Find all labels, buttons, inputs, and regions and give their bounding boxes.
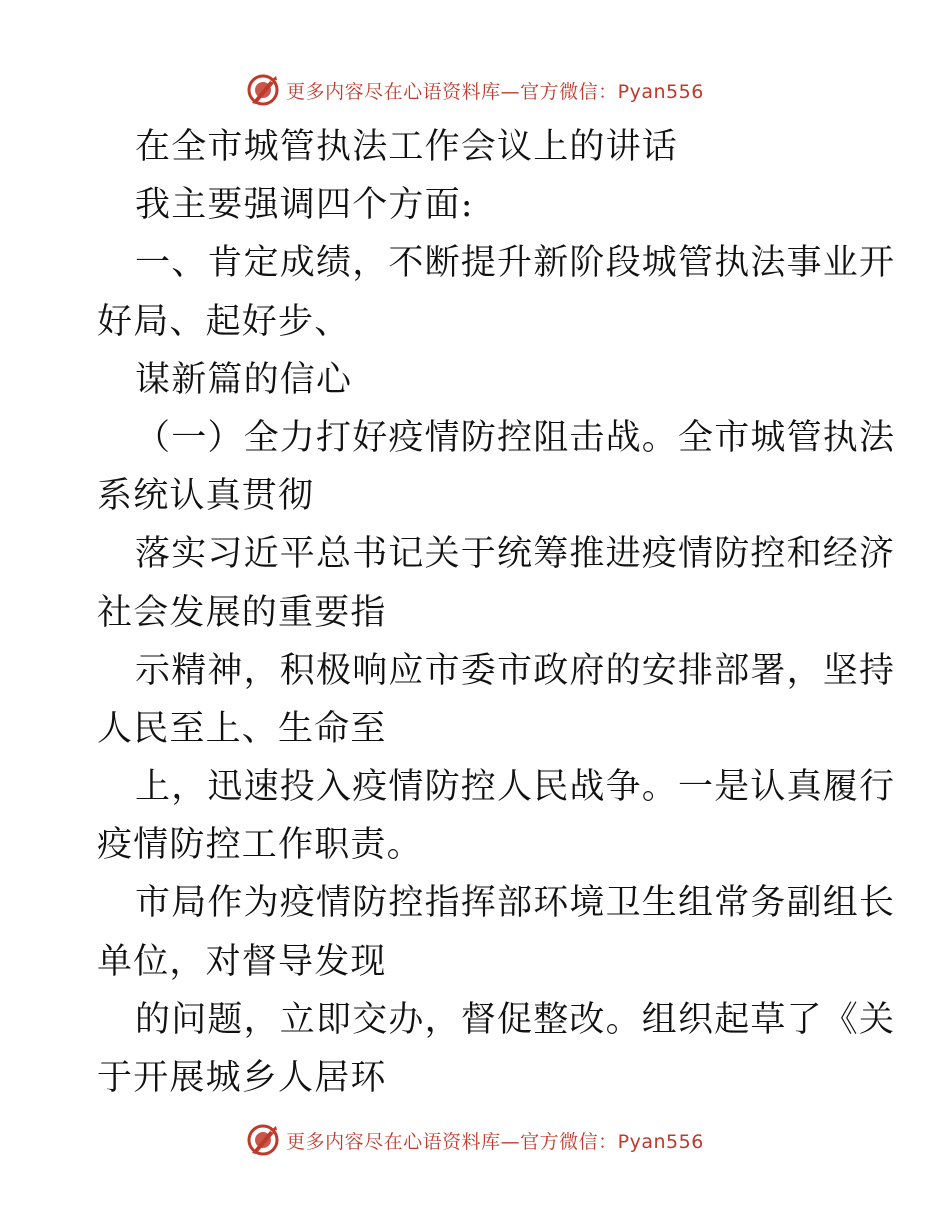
header-watermark	[0, 70, 950, 110]
doc-line: 系统认真贯彻	[97, 476, 315, 517]
doc-line: 上，迅速投入疫情防控人民战争。一是认真履行	[135, 767, 896, 808]
section-heading: 一、肯定成绩，不断提升新阶段城管执法事业开	[135, 243, 896, 284]
doc-line: 市局作为疫情防控指挥部环境卫生组常务副组长	[135, 883, 896, 924]
doc-line: 示精神，积极响应市委市政府的安排部署，坚持	[135, 650, 896, 691]
document-body	[97, 118, 896, 1107]
doc-line: 人民至上、生命至	[97, 708, 387, 749]
doc-line: 我主要强调四个方面:	[135, 185, 474, 226]
doc-title: 在全市城管执法工作会议上的讲话	[135, 127, 679, 167]
doc-line: 谋新篇的信心	[135, 359, 353, 400]
doc-line: 落实习近平总书记关于统筹推进疫情防控和经济	[135, 534, 896, 575]
doc-line: 好局、起好步、	[97, 301, 351, 342]
watermark-text: 更多内容尽在心语资料库—官方微信：Pyan556	[286, 80, 704, 103]
doc-line: 单位，对督导发现	[97, 941, 387, 982]
footer-watermark	[0, 1120, 950, 1160]
watermark-text: 更多内容尽在心语资料库—官方微信：Pyan556	[286, 1130, 704, 1153]
quill-seal-icon	[246, 1123, 280, 1157]
doc-line: 社会发展的重要指	[97, 592, 387, 633]
doc-line: 的问题，立即交办，督促整改。组织起草了《关	[135, 999, 896, 1040]
subsection-heading: （一）全力打好疫情防控阻击战。全市城管执法	[135, 417, 896, 458]
quill-seal-icon	[246, 73, 280, 107]
doc-line: 于开展城乡人居环	[97, 1058, 387, 1098]
doc-line: 疫情防控工作职责。	[97, 825, 423, 866]
